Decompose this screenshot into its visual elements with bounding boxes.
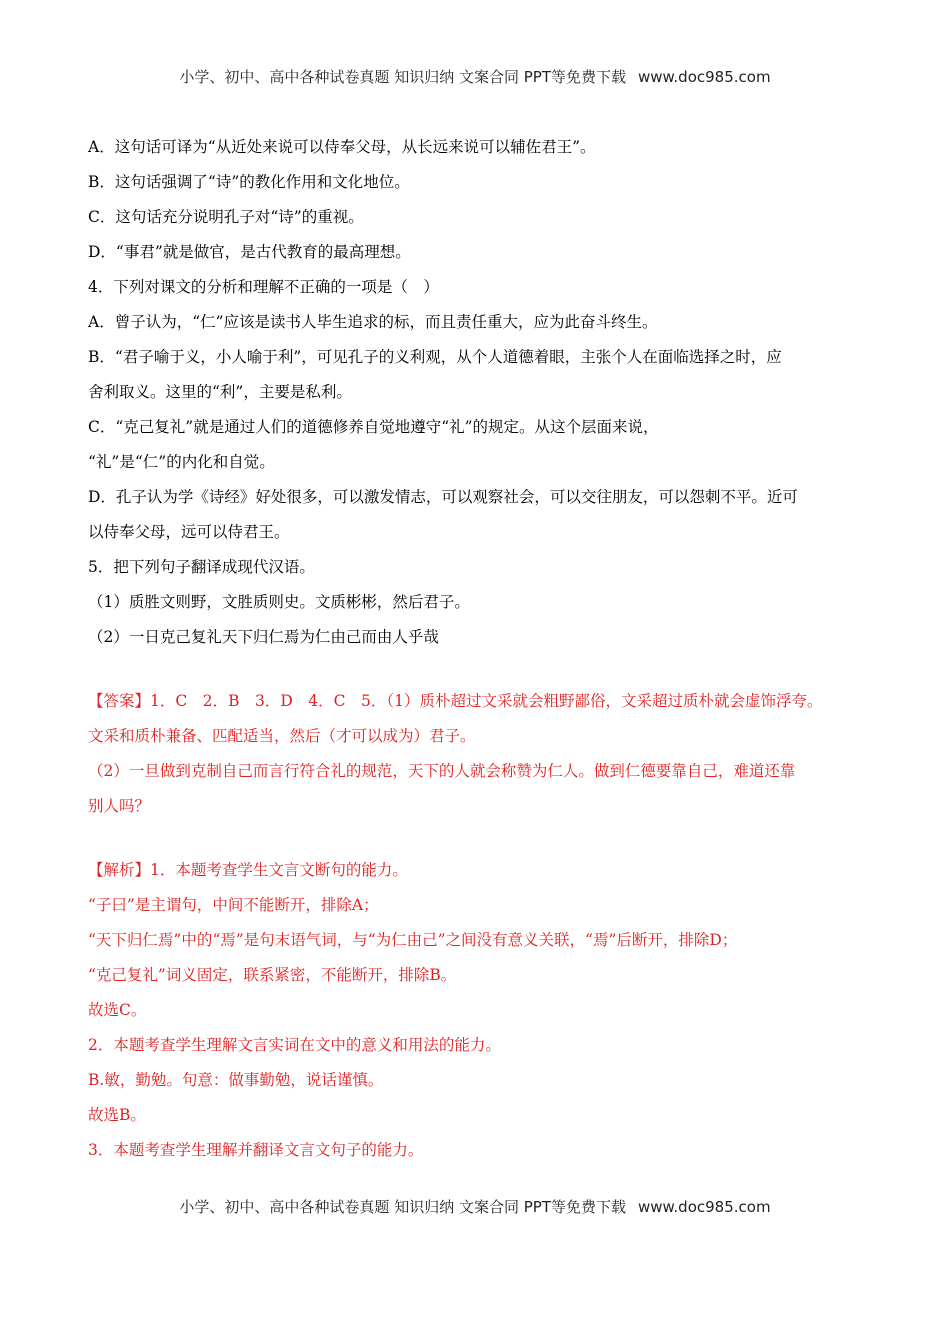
q4-option-b: B．“君子喻于义，小人喻于利”，可见孔子的义利观，从个人道德着眼，主张个人在面临选择之时，应 [88,348,782,366]
q4-option-b-cont: 舍利取义。这里的“利”，主要是私利。 [88,383,352,401]
header-site-link[interactable]: www.doc985.com [637,68,771,86]
q4-option-d: D．孔子认为学《诗经》好处很多，可以激发情志，可以观察社会，可以交往朋友，可以怨刺不平。近可 [88,488,798,506]
question-5: 5．把下列句子翻译成现代汉语。 [88,558,315,576]
answer-line: （2）一旦做到克制自己而言行符合礼的规范，天下的人就会称赞为仁人。做到仁德要靠自己，难道还靠 [88,762,796,780]
answer-line: 【答案】1．C 2．B 3．D 4．C 5．（1）质朴超过文采就会粗野鄙俗，文采超过质朴就会虚饰浮夸。 [88,692,823,710]
answer-line: 文采和质朴兼备、匹配适当，然后（才可以成为）君子。 [88,727,476,745]
analysis-line: 【解析】1．本题考查学生文言文断句的能力。 [88,861,408,879]
analysis-line: “子曰”是主谓句，中间不能断开，排除A； [88,896,379,914]
page-header [0,66,950,87]
option-c: C．这句话充分说明孔子对“诗”的重视。 [88,208,364,226]
page-footer [0,1196,950,1217]
q4-option-a: A．曾子认为，“仁”应该是读书人毕生追求的标，而且责任重大，应为此奋斗终生。 [88,313,658,331]
footer-site-link[interactable]: www.doc985.com [637,1198,771,1216]
option-b: B．这句话强调了“诗”的教化作用和文化地位。 [88,173,410,191]
analysis-line: 2．本题考查学生理解文言实词在文中的意义和用法的能力。 [88,1036,501,1054]
analysis-line: 故选C。 [88,1001,147,1019]
q4-option-c: C．“克己复礼”就是通过人们的道德修养自觉地遵守“礼”的规定。从这个层面来说， [88,418,659,436]
document-body [88,136,868,1161]
option-d: D．“事君”就是做官，是古代教育的最高理想。 [88,243,411,261]
q4-option-c-cont: “礼”是“仁”的内化和自觉。 [88,453,275,471]
answer-section [88,690,868,817]
question-4: 4．下列对课文的分析和理解不正确的一项是（ ） [88,278,439,296]
q4-option-d-cont: 以侍奉父母，远可以侍君王。 [88,523,290,541]
analysis-line: B.敏，勤勉。句意：做事勤勉，说话谨慎。 [88,1071,384,1089]
footer-text: 小学、初中、高中各种试卷真题 知识归纳 文案合同 PPT等免费下载 [179,1198,626,1216]
analysis-line: “克己复礼”词义固定，联系紧密，不能断开，排除B。 [88,966,457,984]
answer-line: 别人吗？ [88,797,151,815]
analysis-section [88,859,868,1161]
q5-item-1: （1）质胜文则野，文胜质则史。文质彬彬，然后君子。 [88,593,470,611]
analysis-line: 故选B。 [88,1106,146,1124]
option-a: A．这句话可译为“从近处来说可以侍奉父母，从长远来说可以辅佐君王”。 [88,138,596,156]
q5-item-2: （2）一日克己复礼天下归仁焉为仁由己而由人乎哉 [88,628,439,646]
analysis-line: “天下归仁焉”中的“焉”是句末语气词，与“为仁由己”之间没有意义关联，“焉”后断开，排除D； [88,931,738,949]
analysis-line: 3．本题考查学生理解并翻译文言文句子的能力。 [88,1141,424,1159]
header-text: 小学、初中、高中各种试卷真题 知识归纳 文案合同 PPT等免费下载 [179,68,626,86]
